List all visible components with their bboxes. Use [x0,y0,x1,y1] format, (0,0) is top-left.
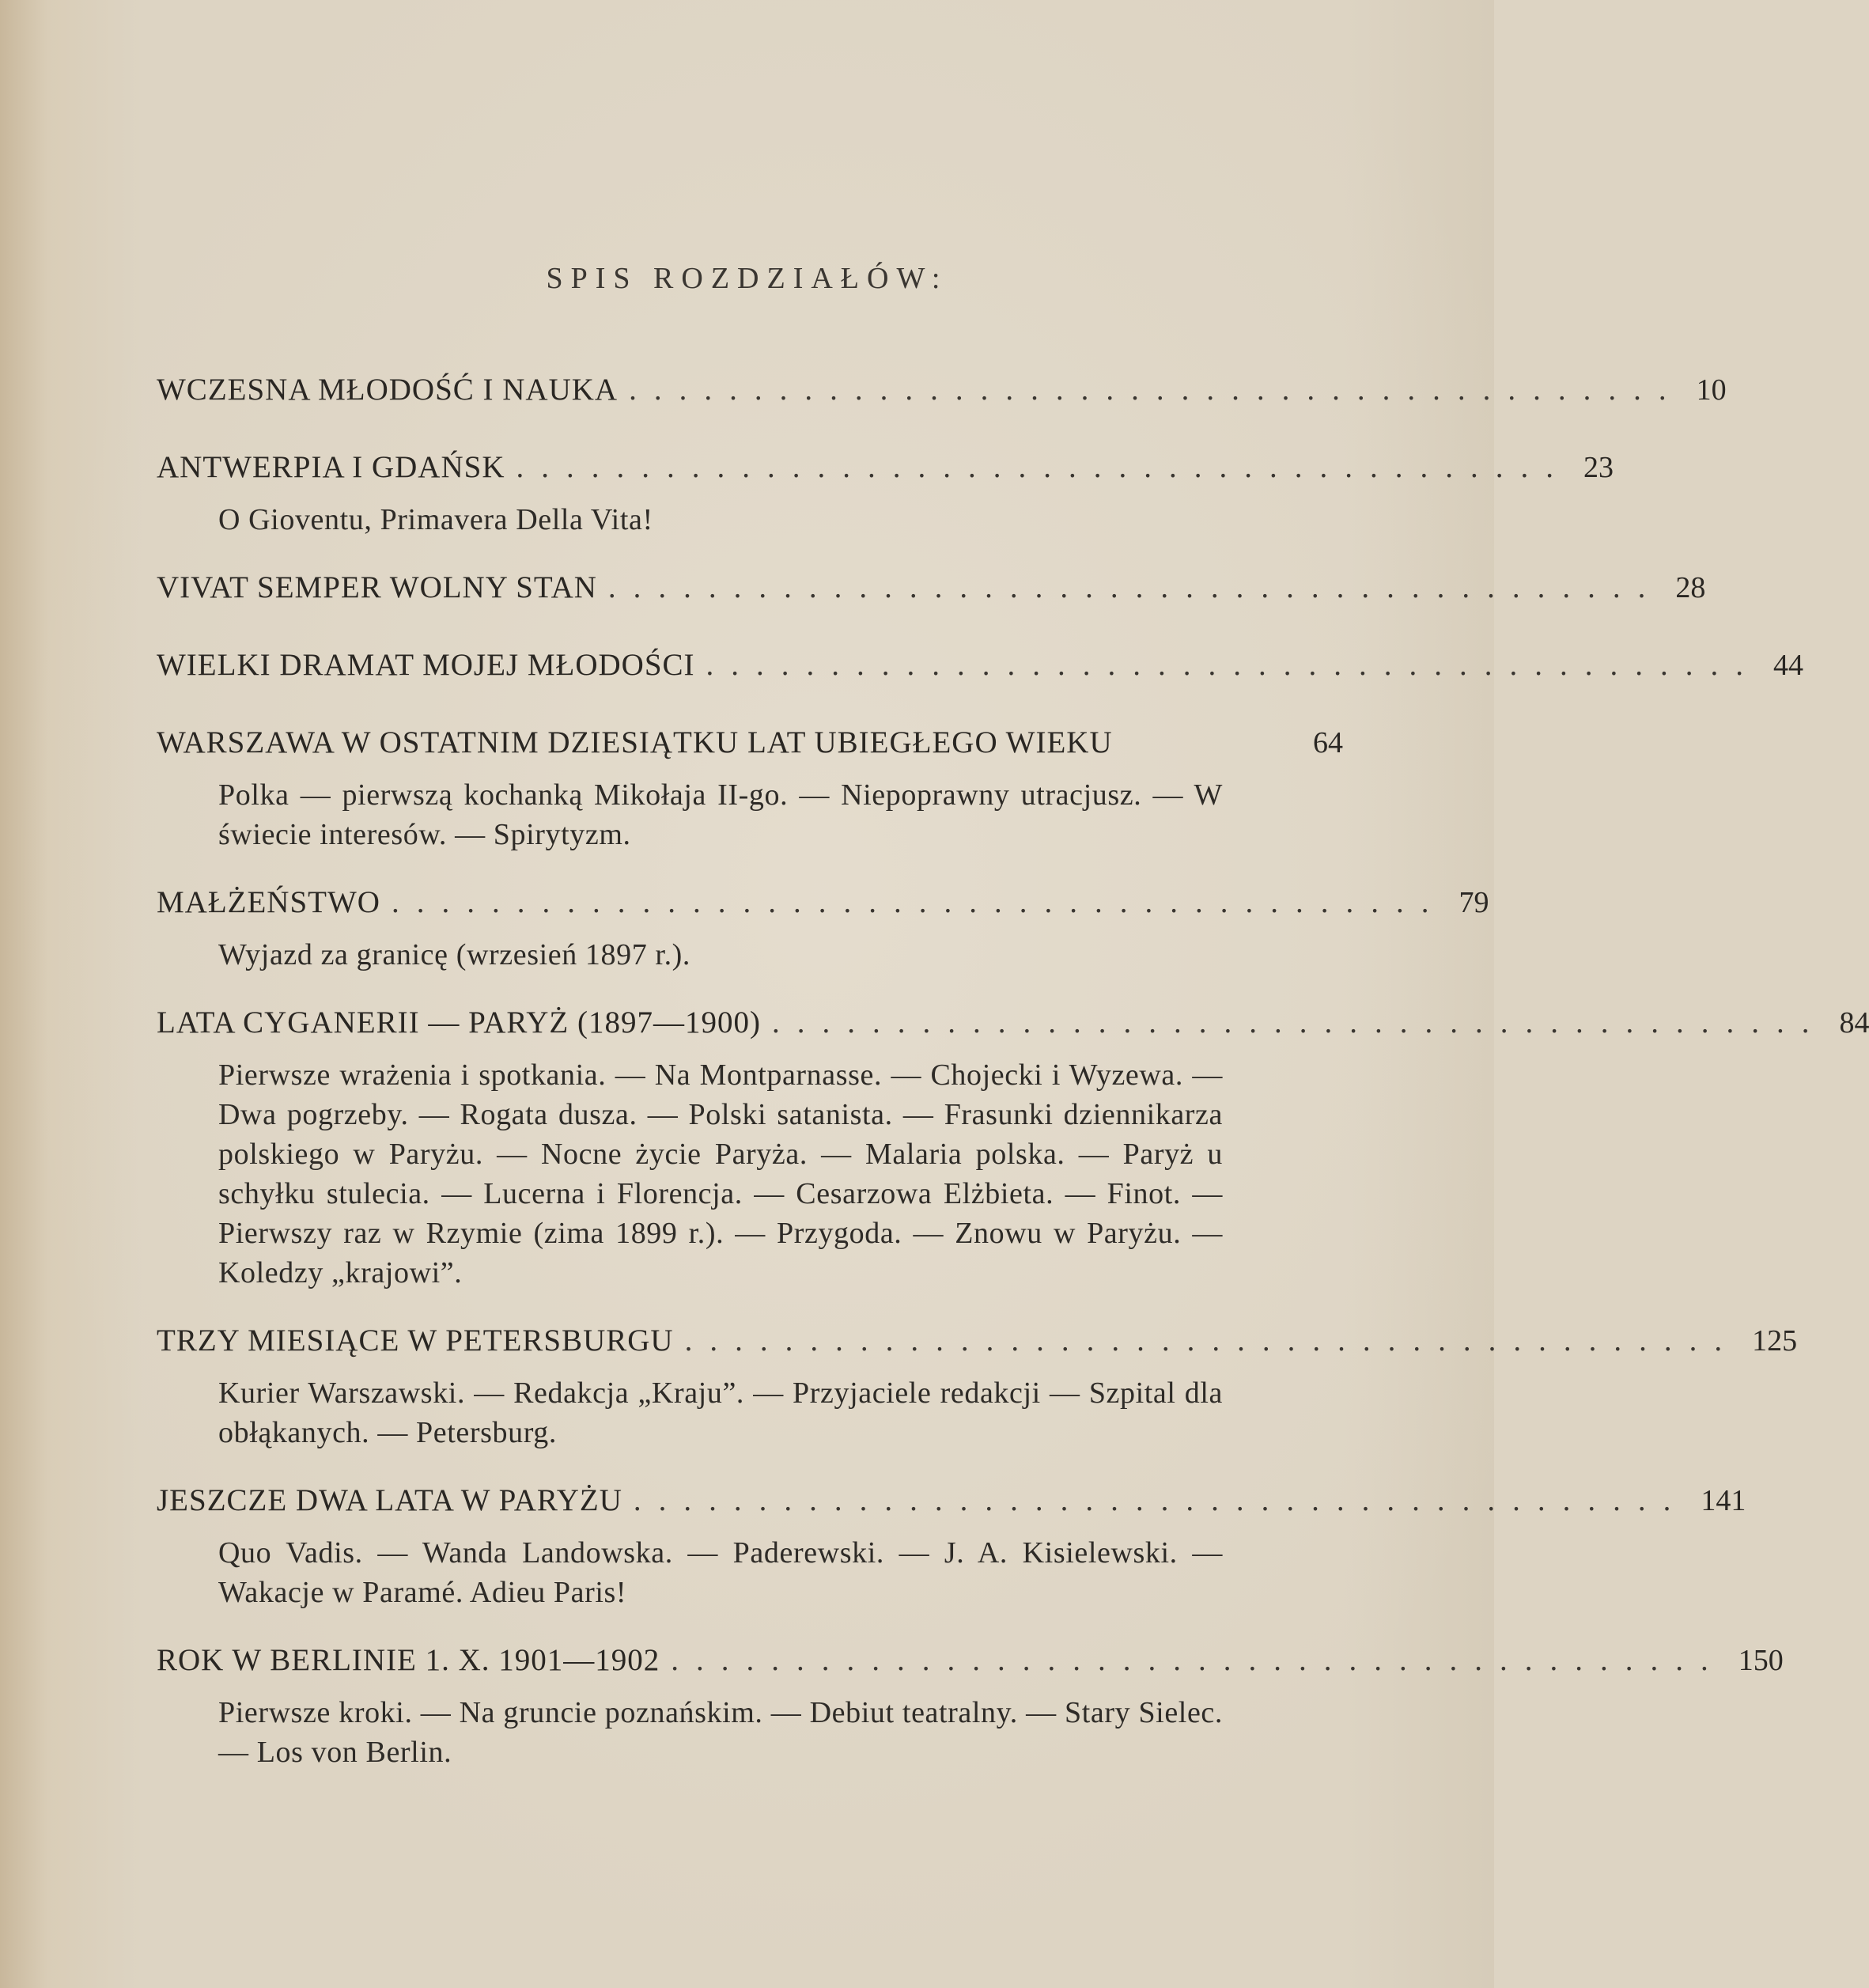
toc-entry [157,1323,1798,1452]
toc-entry-row [157,449,1614,497]
toc-entry [157,570,1706,617]
toc-entry [157,449,1614,540]
page-number: 28 [1675,571,1706,604]
dot-leader: .......................................... [684,1323,1740,1358]
chapter-title: ANTWERPIA I GDAŃSK [157,450,505,484]
page-title: SPIS ROZDZIAŁÓW: [546,262,948,295]
chapter-subtitle: Pierwsze wrażenia i spotkania. — Na Montparnasse. — Chojecki i Wyzewa. — Dwa pogrzeby. — Rogata dusza. — Polski satanista. — Frasunki dziennikarza polskiego w Paryżu. — Nocne życie Paryża. — Malaria polska. — Paryż u schyłku stulecia. — Lucerna i Florencja. — Cesarzowa Elżbieta. — Finot. — Pierwszy raz w Rzymie (zima 1899 r.). — Przygoda. — Znowu w Paryżu. — Koledzy „krajowi”. [218,1058,1223,1289]
toc-entry [157,725,1343,854]
chapter-title: ROK W BERLINIE 1. X. 1901—1902 [157,1643,660,1677]
toc-entry [157,1642,1784,1772]
page-number: 23 [1583,451,1614,484]
dot-leader: .......................................... [516,450,1571,484]
chapter-subtitle: O Gioventu, Primavera Della Vita! [218,503,653,536]
toc-entry-row [157,884,1489,932]
toc-entry [157,1005,1869,1293]
dot-leader: .......................................... [391,885,1447,919]
toc-entry [157,372,1727,419]
table-of-contents [157,372,1869,1802]
chapter-title: MAŁŻEŃSTWO [157,885,380,919]
toc-entry-row [157,725,1343,772]
toc-entry [157,647,1804,695]
dot-leader: .......................................... [671,1643,1726,1677]
dot-leader: .......................................... [629,373,1684,407]
chapter-subtitle: Wyjazd za granicę (wrzesień 1897 r.). [218,938,691,971]
chapter-subtitle: Polka — pierwszą kochanką Mikołaja II-go. — Niepoprawny utracjusz. — W świecie interesów. — Spirytyzm. [218,778,1223,851]
toc-entry-row [157,647,1804,695]
page-number: 10 [1696,373,1727,407]
dot-leader: .......................................... [771,1005,1827,1039]
page-number: 141 [1701,1484,1746,1517]
chapter-subtitle: Pierwsze kroki. — Na gruncie poznańskim. — Debiut teatralny. — Stary Sielec. — Los von Berlin. [218,1696,1223,1769]
chapter-subtitle: Quo Vadis. — Wanda Landowska. — Paderewski. — J. A. Kisielewski. — Wakacje w Paramé. Adieu Paris! [218,1536,1223,1609]
toc-entry-row [157,1642,1784,1690]
dot-leader: .......................................... [706,648,1761,682]
chapter-title: TRZY MIESIĄCE W PETERSBURGU [157,1323,674,1358]
dot-leader: .......................................... [607,570,1663,604]
toc-entry-row [157,570,1706,617]
chapter-title: JESZCZE DWA LATA W PARYŻU [157,1483,622,1517]
page-number: 150 [1738,1644,1784,1677]
page-number: 64 [1313,726,1343,759]
toc-entry-row [157,372,1727,419]
toc-entry-row [157,1482,1746,1530]
toc-entry-row [157,1323,1798,1370]
dot-leader: .......................................... [633,1483,1689,1517]
chapter-title: LATA CYGANERII — PARYŻ (1897—1900) [157,1005,761,1039]
chapter-title: WIELKI DRAMAT MOJEJ MŁODOŚCI [157,648,695,682]
chapter-title: WARSZAWA W OSTATNIM DZIESIĄTKU LAT UBIEGŁEGO WIEKU [157,725,1113,759]
toc-entry-row [157,1005,1869,1052]
page-number: 84 [1839,1006,1869,1039]
page-number: 44 [1773,649,1804,682]
chapter-title: WCZESNA MŁODOŚĆ I NAUKA [157,373,619,407]
page-number: 79 [1459,886,1489,919]
page-number: 125 [1752,1324,1798,1358]
chapter-subtitle: Kurier Warszawski. — Redakcja „Kraju”. — Przyjaciele redakcji — Szpital dla obłąkanych. — Petersburg. [218,1376,1223,1449]
toc-entry [157,1482,1746,1612]
toc-entry [157,884,1489,975]
chapter-title: VIVAT SEMPER WOLNY STAN [157,570,597,604]
